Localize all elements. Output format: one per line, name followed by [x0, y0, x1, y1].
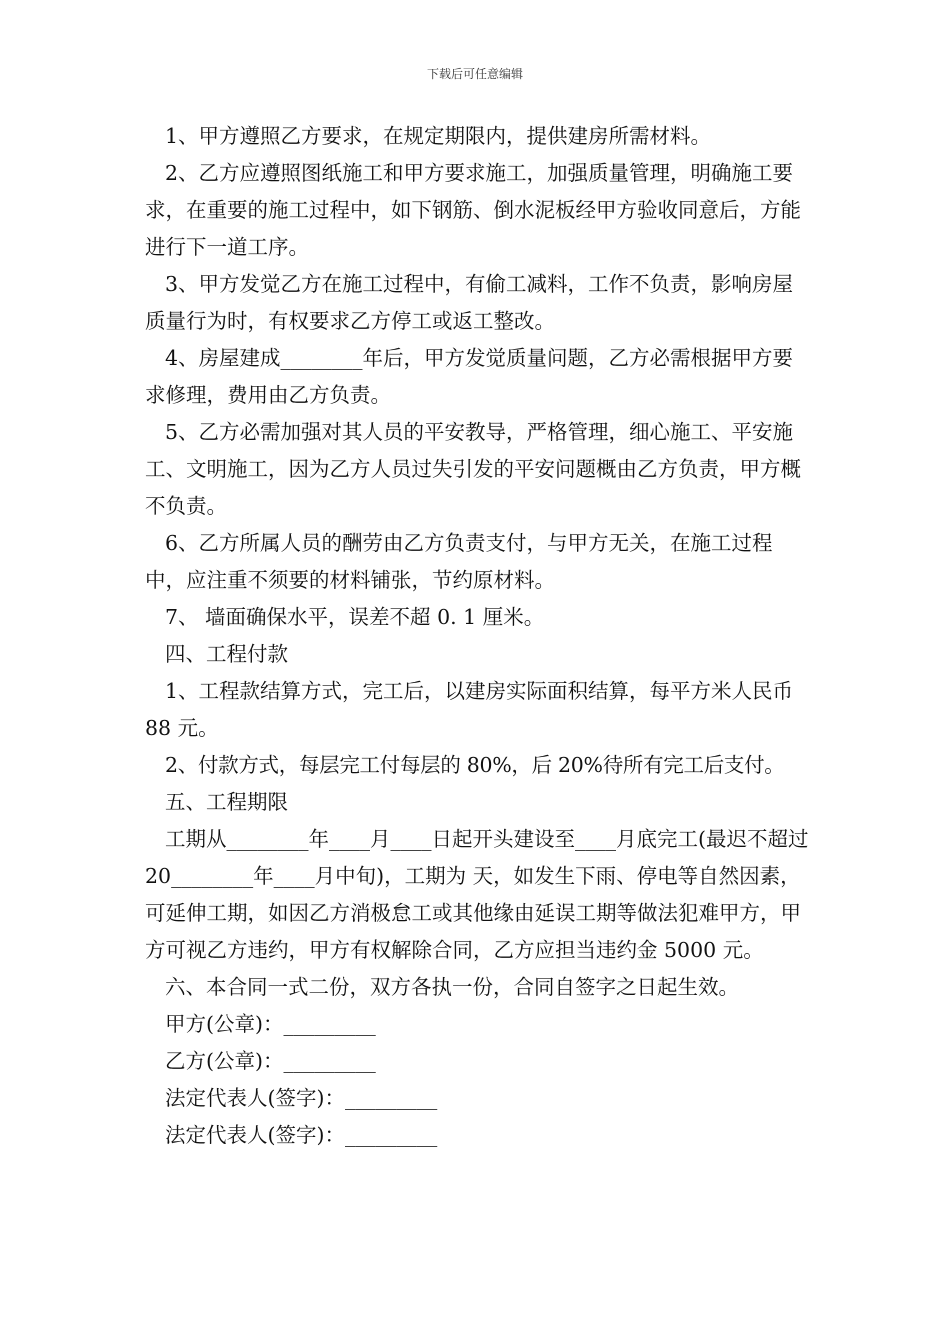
signature-party-b: 乙方(公章)：_________: [165, 1049, 376, 1073]
clause-7: 7、 墙面确保水平，误差不超 0. 1 厘米。: [165, 605, 545, 629]
document-body: [145, 118, 810, 1154]
clause-5: 5、乙方必需加强对其人员的平安教导，严格管理，细心施工、平安施工、文明施工，因为乙方人员过失引发的平安问题概由乙方负责，甲方概不负责。: [145, 420, 801, 518]
clause-1: 1、甲方遵照乙方要求，在规定期限内，提供建房所需材料。: [165, 124, 712, 148]
section-effect-clause: 六、本合同一式二份，双方各执一份，合同自签字之日起生效。: [165, 975, 739, 999]
signature-party-a: 甲方(公章)：_________: [165, 1012, 376, 1036]
signature-legal-rep-2: 法定代表人(签字)：_________: [165, 1123, 438, 1147]
section-heading-schedule: 五、工程期限: [165, 790, 288, 814]
payment-clause-1: 1、工程款结算方式，完工后，以建房实际面积结算，每平方米人民币 88 元。: [145, 679, 794, 740]
clause-4: 4、房屋建成________年后，甲方发觉质量问题，乙方必需根据甲方要求修理，费用由乙方负责。: [145, 346, 794, 407]
section-heading-payment: 四、工程付款: [165, 642, 288, 666]
clause-3: 3、甲方发觉乙方在施工过程中，有偷工减料，工作不负责，影响房屋质量行为时，有权要求乙方停工或返工整改。: [145, 272, 794, 333]
page-header: 下载后可任意编辑: [426, 67, 523, 81]
payment-clause-2: 2、付款方式，每层完工付每层的 80%，后 20%待所有完工后支付。: [165, 753, 785, 777]
clause-6: 6、乙方所属人员的酬劳由乙方负责支付，与甲方无关，在施工过程中，应注重不须要的材料铺张，节约原材料。: [145, 531, 773, 592]
signature-legal-rep-1: 法定代表人(签字)：_________: [165, 1086, 438, 1110]
clause-2: 2、乙方应遵照图纸施工和甲方要求施工，加强质量管理，明确施工要求，在重要的施工过程中，如下钢筋、倒水泥板经甲方验收同意后，方能进行下一道工序。: [145, 161, 801, 259]
schedule-clause: 工期从________年____月____日起开头建设至____月底完工(最迟不超过 20________年____月中旬)，工期为 天，如发生下雨、停电等自然因素，可延伸工期，如因乙方消极怠工或其他缘由延误工期等做法犯难甲方，甲方可视乙方违约，甲方有权解除合同，乙方应担当违约金 5000 元。: [145, 827, 809, 962]
